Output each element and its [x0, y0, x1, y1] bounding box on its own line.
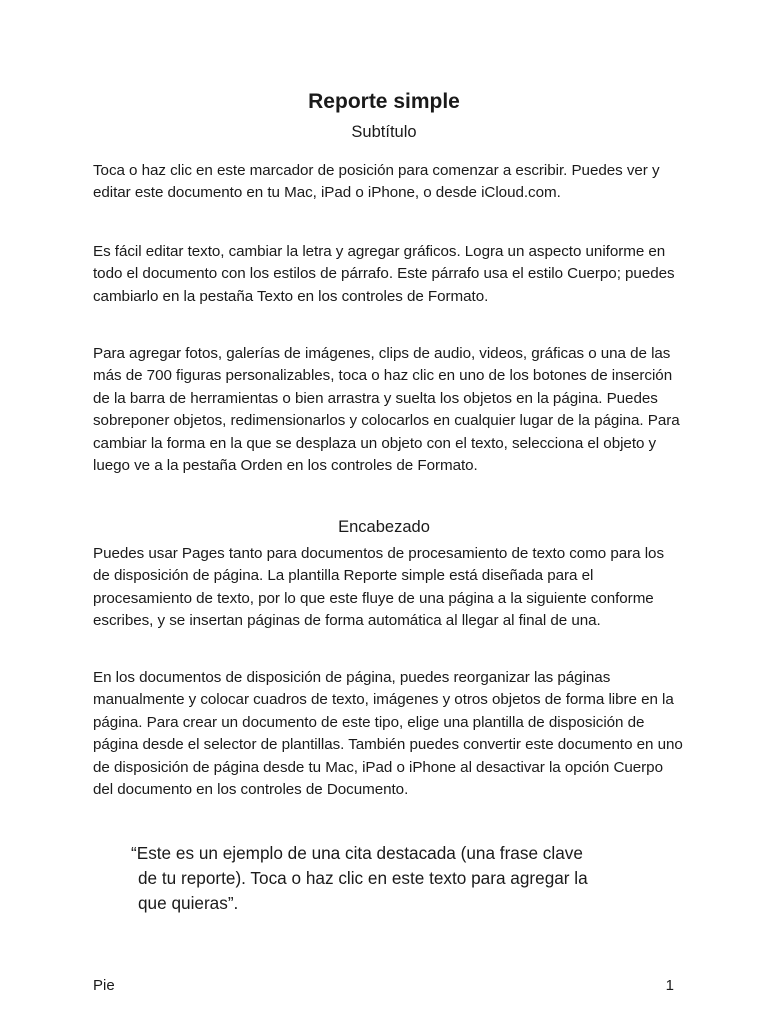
- document-title[interactable]: Reporte simple: [308, 90, 460, 113]
- document-subtitle[interactable]: Subtítulo: [351, 123, 417, 141]
- footer-text[interactable]: Pie: [93, 977, 115, 994]
- pull-quote-line: “Este es un ejemplo de una cita destacada (una frase clave: [131, 843, 583, 863]
- section-heading[interactable]: Encabezado: [338, 518, 430, 536]
- body-paragraph[interactable]: Puedes usar Pages tanto para documentos de procesamiento de texto como para los de disposición de página. La plantilla Reporte simple está diseñada para el procesamiento de texto, por lo que este fluye de una página a la siguiente conforme escribes, y se insertan páginas de forma automática al llegar al final de una.: [93, 545, 664, 630]
- body-paragraph[interactable]: En los documentos de disposición de página, puedes reorganizar las páginas manualmente y colocar cuadros de texto, imágenes y otros objetos de forma libre en la página. Para crear un documento de este tipo, elige una plantilla de disposición de página desde el selector de plantillas. También puedes convertir este documento en uno de disposición de página desde tu Mac, iPad o iPhone al desactivar la opción Cuerpo del documento en los controles de Documento.: [93, 669, 683, 799]
- body-paragraph[interactable]: Toca o haz clic en este marcador de posición para comenzar a escribir. Puedes ver y editar este documento en tu Mac, iPad o iPhone, o desde iCloud.com.: [93, 162, 660, 202]
- pull-quote-line: de tu reporte). Toca o haz clic en este texto para agregar la: [138, 868, 588, 888]
- pull-quote[interactable]: [131, 841, 651, 916]
- page-number: 1: [665, 977, 674, 994]
- body-paragraph[interactable]: Para agregar fotos, galerías de imágenes, clips de audio, videos, gráficas o una de las más de 700 figuras personalizables, toca o haz clic en uno de los botones de inserción de la barra de herramientas o bien arrastra y suelta los objetos en la página. Puedes sobreponer objetos, redimensionarlos y colocarlos en cualquier lugar de la página. Para cambiar la forma en la que se desplaza un objeto con el texto, selecciona el objeto y luego ve a la pestaña Orden en los controles de Formato.: [93, 345, 680, 475]
- body-paragraph[interactable]: Es fácil editar texto, cambiar la letra y agregar gráficos. Logra un aspecto uniforme en todo el documento con los estilos de párrafo. Este párrafo usa el estilo Cuerpo; puedes cambiarlo en la pestaña Texto en los controles de Formato.: [93, 243, 675, 305]
- pull-quote-line: que quieras”.: [138, 893, 239, 913]
